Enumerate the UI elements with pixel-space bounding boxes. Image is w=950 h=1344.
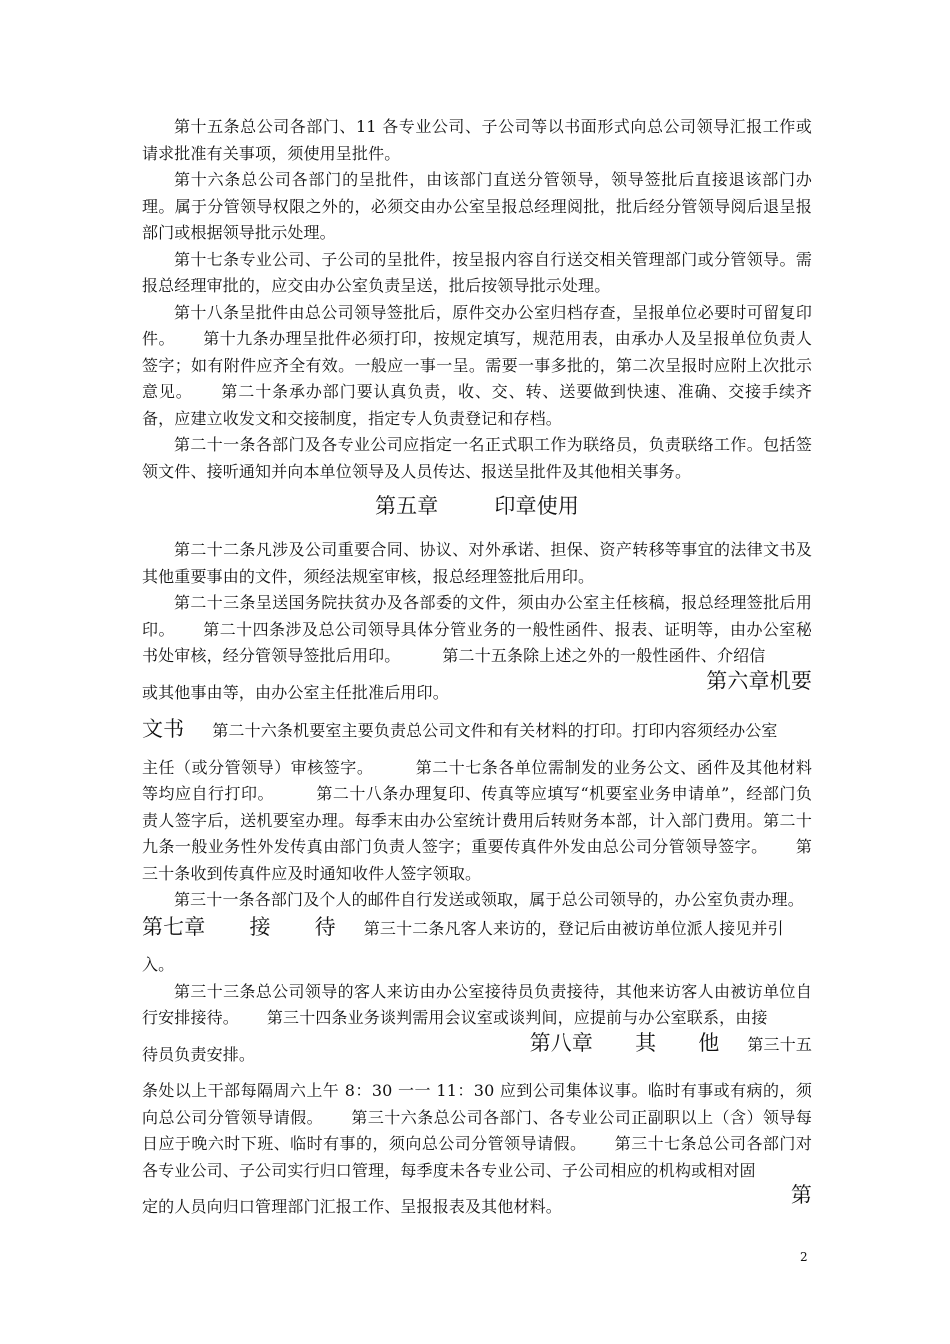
page-number: 2 [800,1250,808,1264]
trailing-fragment: 第 [790,1183,812,1207]
article-25-continued: 第六章机要 或其他事由等，由办公室主任批准后用印。 [142,680,812,707]
article-18: 第十八条呈批件由总公司领导签批后，原件交办公室归档存查，呈报单位必要时可留复印件。 [142,302,812,348]
article-15: 第十五条总公司各部门、11 各专业公司、子公司等以书面形式向总公司领导汇报工作或请求批准有关事项，须使用呈批件。 [142,117,812,163]
chapter-7-line [142,914,812,943]
article-32: 第三十二条凡客人来访的，登记后由被访单位派人接见并引 [363,918,784,938]
article-37-continued: 第 定的人员向归口管理部门汇报工作、呈报报表及其他材料。 [142,1194,812,1221]
article-17: 第十七条专业公司、子公司的呈批件，按呈报内容自行送交相关管理部门或分管领导。需报总经理审批的，应交由办公室负责呈送，批后按领导批示处理。 [142,249,812,295]
articles-26-30: 主任（或分管领导）审核签字。 第二十七条各单位需制发的业务公文、函件及其他材料等均应自行打印。 第二十八条办理复印、传真等应填写“机要室业务申请单”，经部门负责人签字后，送机要室办理。每季末由办公室统计费用后转财务本部，计入部门费用。第二十九条一般业务性外发传真由部门负责人签字；重要传真件外发由总公司分管领导签字。 第三十条收到传真件应及时通知收件人签字领取。 [142,757,812,883]
article-21: 第二十一条各部门及各专业公司应指定一名正式职工作为联络员，负责联络工作。包括签领文件、接听通知并向本单位领导及人员传达、报送呈批件及其他相关事务。 [142,435,812,481]
chapter-8-line: 第八章 其 他 第三十五 待员负责安排。 [142,1030,812,1064]
article-18-20 [142,300,812,433]
chapter-6-title-part1: 第六章机要 [706,668,812,693]
article-28-29: 第二十八条办理复印、传真等应填写“机要室业务申请单”，经部门负责人签字后，送机要室办理。每季末由办公室统计费用后转财务本部，计入部门费用。第二十九条一般业务性外发传真由部门负责人签字；重要传真件外发由总公司分管领导签字。 [142,784,812,856]
article-27: 第二十七条各单位需制发的业务公文、函件及其他材料等均应自行打印。 [142,757,812,803]
article-25: 第二十五条除上述之外的一般性函件、介绍信 [442,646,766,665]
article-20: 第二十条承办部门要认真负责，收、交、转、送要做到快速、准确、交接手续齐备，应建立收发文和交接制度，指定专人负责登记和存档。 [142,382,812,428]
article-33-34 [142,979,812,1032]
chapter-6-title-part2: 文书 [142,717,185,741]
article-22: 第二十二条凡涉及公司重要合同、协议、对外承诺、担保、资产转移等事宜的法律文书及其他重要事由的文件，须经法规室审核，报总经理签批后用印。 [142,540,812,586]
article-35-start: 第三十五 [747,1034,812,1054]
chapter-8-title: 第八章 其 他 [529,1030,720,1055]
chapter-5-title: 第五章 印章使用 [374,494,580,518]
article-23: 第二十三条呈送国务院扶贫办及各部委的文件，须由办公室主任核稿，报总经理签批后用印。 [142,593,812,639]
article-37: 第三十七条总公司各部门对各专业公司、子公司实行归口管理，每季度未各专业公司、子公司相应的机构或相对固 [142,1134,812,1180]
article-19: 第十九条办理呈批件必须打印，按规定填写，规范用表，由承办人及呈报单位负责人签字；如有附件应齐全有效。一般应一事一呈。需要一事多批的，第二次呈报时应附上次批示意见。 [142,329,812,401]
document-body [142,114,812,1221]
article-16: 第十六条总公司各部门的呈批件，由该部门直送分管领导，领导签批后直接退该部门办理。属于分管领导权限之外的，必须交由办公室呈报总经理阅批，批后经分管领导阅后退呈报部门或根据领导批示处理。 [142,170,812,242]
article-30: 第三十条收到传真件应及时通知收件人签字领取。 [142,837,812,883]
article-23-25 [142,590,812,670]
article-34: 第三十四条业务谈判需用会议室或谈判间，应提前与办公室联系，由接 [266,1008,768,1027]
article-24: 第二十四条涉及总公司领导具体分管业务的一般性函件、报表、证明等，由办公室秘书处审核，经分管领导签批后用印。 [142,619,812,665]
articles-35-37 [142,1078,812,1184]
article-31: 第三十一条各部门及个人的邮件自行发送或领取，属于总公司领导的，办公室负责办理。 [174,890,804,909]
article-36: 第三十六条总公司各部门、各专业公司正副职以上（含）领导每日应于晚六时下班、临时有事的，须向总公司分管领导请假。 [142,1107,812,1153]
article-33: 第三十三条总公司领导的客人来访由办公室接待员负责接待，其他来访客人由被访单位自行安排接待。 [142,981,812,1027]
chapter-7-title: 第七章 接 待 [142,914,336,939]
article-26: 文书 第二十六条机要室主要负责总公司文件和有关材料的打印。打印内容须经办公室 [142,717,778,741]
article-35: 条处以上干部每隔周六上午 8：30 一一 11：30 应到公司集体议事。临时有事或有病的，须向总公司分管领导请假。 [142,1081,812,1127]
article-32-continued: 入。 [142,955,175,974]
